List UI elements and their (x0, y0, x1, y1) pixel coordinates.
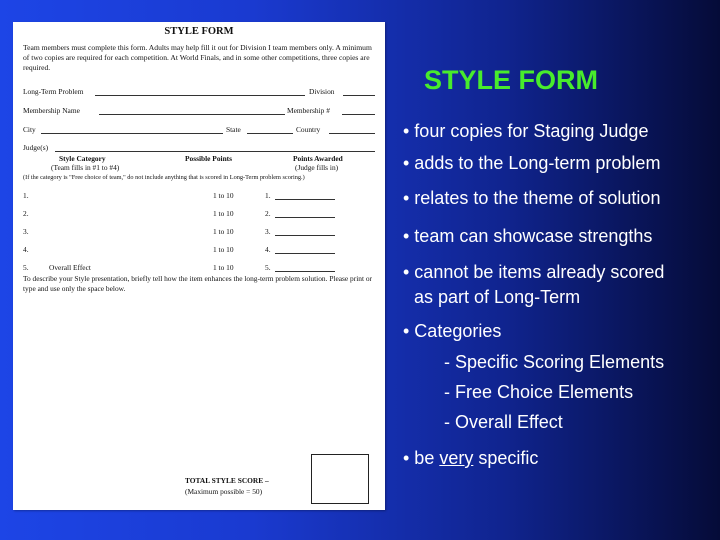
row-award-number: 3. (265, 227, 271, 236)
bullet-be-specific (403, 449, 538, 467)
total-score-box (311, 454, 369, 504)
style-form-image (13, 22, 385, 510)
row-range: 1 to 10 (213, 191, 234, 200)
row-award-number: 2. (265, 209, 271, 218)
row-range: 1 to 10 (213, 263, 234, 272)
long-term-problem-label: Long-Term Problem (23, 87, 84, 96)
bullet-strengths: • team can showcase strengths (403, 226, 653, 246)
row-award-number: 4. (265, 245, 271, 254)
bullet-not-scored: • cannot be items already scored (403, 262, 665, 282)
col-style-category-note: (Team fills in #1 to #4) (51, 163, 120, 172)
row-number: 4. (23, 245, 29, 254)
row-award-number: 5. (265, 263, 271, 272)
row-award-line (275, 253, 335, 254)
col-points-awarded-note: (Judge fills in) (295, 163, 339, 172)
row-number: 2. (23, 209, 29, 218)
col-possible-points: Possible Points (185, 154, 233, 163)
row-award-line (275, 271, 335, 272)
form-title: STYLE FORM (164, 26, 234, 37)
row-number: 3. (23, 227, 29, 236)
state-line (247, 133, 293, 134)
country-label: Country (296, 125, 321, 134)
membership-name-line (99, 114, 285, 115)
row-award-line (275, 217, 335, 218)
judges-label: Judge(s) (23, 143, 49, 152)
row-award-line (275, 199, 335, 200)
row-range: 1 to 10 (213, 245, 234, 254)
row-number: 5. (23, 263, 29, 272)
city-label: City (23, 125, 36, 134)
subitem-free-choice: - Free Choice Elements (444, 382, 634, 402)
membership-number-label: Membership # (287, 106, 330, 115)
country-line (329, 133, 375, 134)
bullet-not-scored-cont: as part of Long-Term (414, 287, 581, 307)
max-possible-label: (Maximum possible = 50) (185, 487, 263, 496)
division-label: Division (309, 87, 335, 96)
bullet-categories: • Categories (403, 321, 502, 341)
bullet-long-term: • adds to the Long-term problem (403, 153, 661, 173)
be-specific-suffix: specific (473, 448, 539, 468)
describe-instructions: To describe your Style presentation, briefly tell how the item enhances the long-term problem solution. Please print or type and use only the space below. (23, 274, 373, 293)
state-label: State (226, 125, 241, 134)
membership-name-label: Membership Name (23, 106, 80, 115)
division-line (343, 95, 375, 96)
row-range: 1 to 10 (213, 209, 234, 218)
subitem-overall-effect: - Overall Effect (444, 412, 563, 432)
row-label-overall-effect: Overall Effect (49, 263, 91, 272)
row-number: 1. (23, 191, 29, 200)
row-award-line (275, 235, 335, 236)
col-points-awarded: Points Awarded (293, 154, 343, 163)
bullet-staging-judge: • four copies for Staging Judge (403, 121, 649, 141)
judges-line (55, 151, 375, 152)
row-award-number: 1. (265, 191, 271, 200)
slide-title: STYLE FORM (424, 65, 598, 95)
free-choice-note: (If the category is "Free choice of team," do not include anything that is scored in Long-Term problem scoring.) (23, 174, 305, 181)
subitem-specific-scoring: - Specific Scoring Elements (444, 352, 665, 372)
form-intro: Team members must complete this form. Adults may help fill it out for Division I team members only. A minimum of two copies are required for each competition. At World Finals, and in some other competitions, three copies are required. (23, 43, 372, 72)
total-style-score-label: TOTAL STYLE SCORE – (185, 476, 269, 485)
row-range: 1 to 10 (213, 227, 234, 236)
membership-number-line (342, 114, 375, 115)
long-term-problem-line (95, 95, 305, 96)
city-line (41, 133, 223, 134)
be-specific-prefix: • be (403, 448, 440, 468)
col-style-category: Style Category (59, 154, 106, 163)
bullet-theme: • relates to the theme of solution (403, 188, 661, 208)
be-specific-emphasis: very (439, 448, 474, 468)
